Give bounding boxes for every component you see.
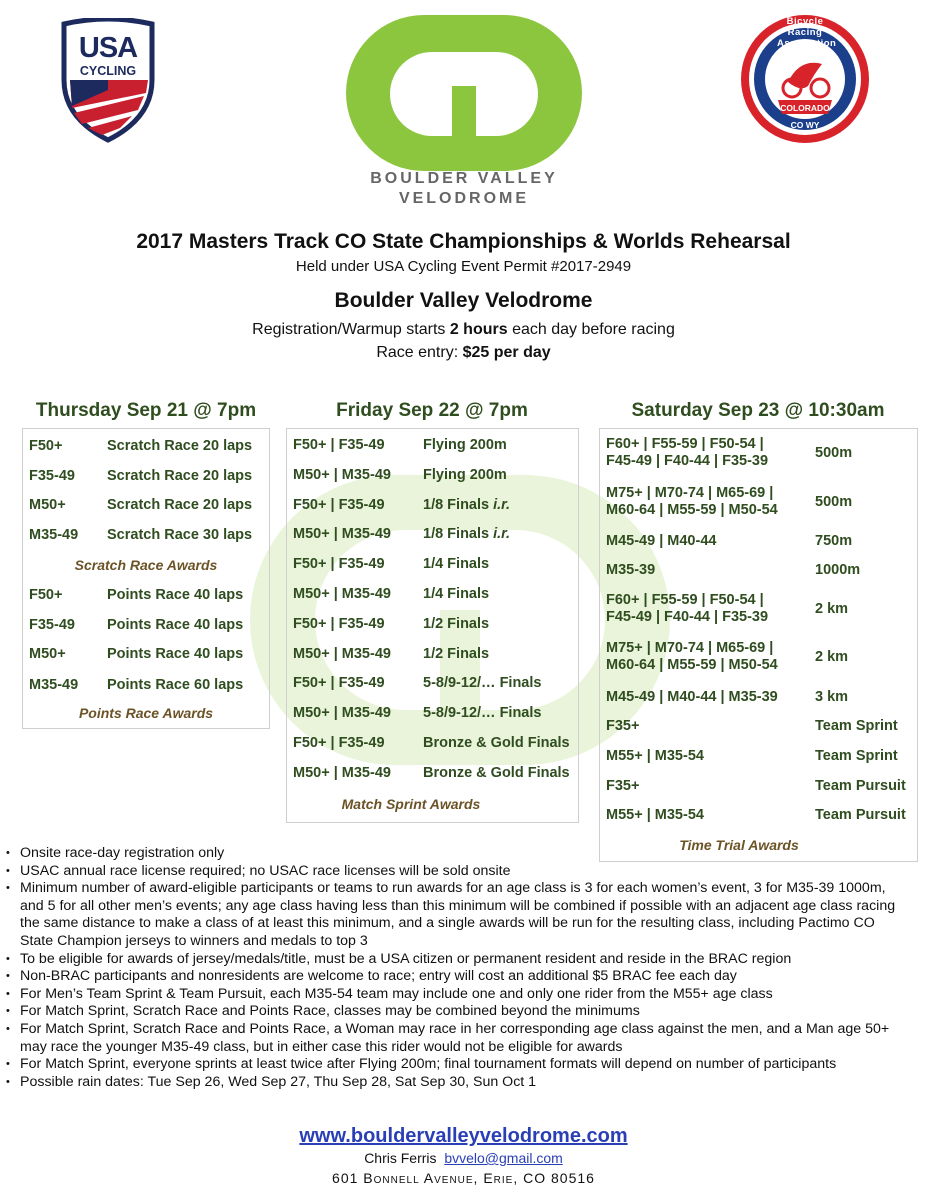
note-item: • For Match Sprint, everyone sprints at least twice after Flying 200m; final tournament formats will depend on number of participants (6, 1056, 911, 1074)
schedule-class: M50+ | M35-49 (293, 705, 391, 722)
brac-colorado-text: COLORADO (780, 103, 830, 113)
schedule-event (423, 616, 489, 633)
brac-cowy-text: CO WY (790, 120, 820, 130)
registration-line (0, 321, 927, 339)
entry-line (0, 344, 927, 362)
velodrome-logo-line1: BOULDER VALLEY (370, 170, 558, 187)
schedule-event (423, 556, 489, 573)
match-sprint-awards: Match Sprint Awards (341, 796, 481, 812)
registration-suffix: each day before racing (507, 321, 675, 338)
schedule-class: M55+ | M35-54 (606, 748, 704, 764)
note-item: • Onsite race-day registration only (6, 845, 911, 863)
schedule-event (423, 437, 507, 454)
schedule-event: Points Race 60 laps (107, 677, 244, 693)
schedule-event: Scratch Race 20 laps (107, 438, 253, 454)
schedule-class: M45-49 | M40-44 (606, 533, 717, 549)
registration-hours: 2 hours (449, 321, 508, 338)
website-link[interactable]: www.bouldervalleyvelodrome.com (299, 1125, 628, 1147)
schedule-class: F35-49 (29, 617, 75, 633)
friday-schedule (286, 428, 579, 823)
thursday-schedule (22, 428, 270, 729)
schedule-class: F50+ | F35-49 (293, 615, 385, 632)
schedule-class: M50+ | M35-49 (293, 466, 391, 483)
scratch-race-awards: Scratch Race Awards (74, 557, 218, 573)
event-name: Flying 200m (423, 466, 507, 483)
schedule-event (423, 467, 507, 484)
schedule-class: F60+ | F55-59 | F50-54 | (606, 592, 764, 608)
note-item: • For Match Sprint, Scratch Race and Points Race, classes may be combined beyond the minimums (6, 1003, 911, 1021)
saturday-schedule (599, 428, 918, 862)
event-name: 1/8 Finals (423, 526, 494, 543)
schedule-class-cont: F45-49 | F40-44 | F35-39 (606, 453, 769, 469)
schedule-event: 2 km (815, 601, 849, 617)
event-name: 1/2 Finals (423, 645, 490, 662)
schedule-event (423, 497, 510, 514)
permit-text: Held under USA Cycling Event Permit #2017-2949 (295, 258, 632, 275)
usa-cycling-logo (58, 18, 158, 143)
entry-prefix: Race entry: (376, 344, 463, 361)
schedule-event: Scratch Race 20 laps (107, 468, 253, 484)
event-name: Bronze & Gold Finals (423, 764, 570, 781)
schedule-class-cont: M60-64 | M55-59 | M50-54 (606, 657, 778, 673)
note-item: • Possible rain dates: Tue Sep 26, Wed Sep 27, Thu Sep 28, Sat Sep 30, Sun Oct 1 (6, 1074, 911, 1092)
schedule-event: Team Pursuit (815, 807, 906, 823)
time-trial-awards: Time Trial Awards (679, 837, 799, 853)
note-item: • For Men’s Team Sprint & Team Pursuit, each M35-54 team may include one and only one rider from the M55+ age class (6, 986, 911, 1004)
contact-name: Chris Ferris (364, 1150, 437, 1166)
note-item: • For Match Sprint, Scratch Race and Points Race, a Woman may race in her corresponding age class against the men, and a Man age 50+ may race the younger M35-49 class, but in either case this rider would not be eligible for awards (6, 1021, 911, 1056)
schedule-event (423, 586, 489, 603)
schedule-event: 500m (815, 494, 853, 510)
schedule-class: F50+ | F35-49 (293, 675, 385, 692)
schedule-class: F35+ (606, 778, 640, 794)
schedule-class: F50+ (29, 438, 63, 454)
website-line (0, 1125, 927, 1148)
address-line: 601 Bonnell Avenue, Erie, CO 80516 (332, 1170, 595, 1186)
schedule-class: M50+ | M35-49 (293, 645, 391, 662)
schedule-event: Team Sprint (815, 748, 898, 764)
thursday-title: Thursday Sep 21 @ 7pm (35, 400, 257, 421)
schedule-class: F50+ (29, 587, 63, 603)
schedule-class-cont: F45-49 | F40-44 | F35-39 (606, 609, 769, 625)
event-qualifier: i.r. (493, 496, 511, 513)
schedule-class: F50+ | F35-49 (293, 437, 385, 453)
schedule-class: M35-49 (29, 677, 79, 693)
schedule-class: F50+ | F35-49 (293, 496, 385, 513)
schedule-event: 500m (815, 445, 853, 461)
event-name: 5-8/9-12/… Finals (423, 675, 542, 692)
usa-text: USA (78, 32, 138, 64)
friday-title: Friday Sep 22 @ 7pm (336, 400, 528, 421)
schedule-class: M35-39 (606, 562, 656, 578)
schedule-event: 2 km (815, 649, 849, 665)
event-name: 1/8 Finals (423, 496, 494, 513)
schedule-class: M50+ (29, 497, 66, 513)
schedule-class: M55+ | M35-54 (606, 807, 704, 823)
schedule-class: M35-49 (29, 527, 79, 543)
schedule-class: M50+ (29, 646, 66, 662)
schedule-class: F35-49 (29, 468, 75, 484)
entry-fee: $25 per day (462, 344, 551, 361)
schedule-event: Team Sprint (815, 718, 898, 734)
venue-title: Boulder Valley Velodrome (334, 289, 593, 312)
contact-line (0, 1150, 927, 1166)
schedule-event: 750m (815, 533, 853, 549)
cycling-text: CYCLING (79, 64, 137, 78)
schedule-class: M75+ | M70-74 | M65-69 | (606, 640, 774, 656)
schedule-event (423, 765, 570, 782)
schedule-event: Scratch Race 20 laps (107, 497, 253, 513)
page-title: 2017 Masters Track CO State Championships & Worlds Rehearsal (136, 230, 791, 253)
email-link[interactable]: bvvelo@gmail.com (444, 1150, 563, 1166)
registration-prefix: Registration/Warmup starts (252, 321, 450, 338)
velodrome-logo (334, 10, 594, 210)
event-name: Bronze & Gold Finals (423, 735, 570, 751)
event-name: 1/2 Finals (423, 615, 490, 632)
schedule-event: 3 km (815, 689, 849, 705)
schedule-event (423, 675, 541, 692)
schedule-class: M50+ | M35-49 (293, 526, 391, 543)
schedule-class: M50+ | M35-49 (293, 586, 391, 602)
schedule-event (423, 735, 570, 752)
note-item: • Non-BRAC participants and nonresidents are welcome to race; entry will cost an additional $5 BRAC fee each day (6, 968, 911, 986)
schedule-class: F50+ | F35-49 (293, 735, 385, 751)
schedule-event: Team Pursuit (815, 778, 906, 794)
schedule-class-cont: M60-64 | M55-59 | M50-54 (606, 502, 778, 518)
note-item: • USAC annual race license required; no USAC race licenses will be sold onsite (6, 863, 911, 881)
schedule-event: Points Race 40 laps (107, 587, 244, 603)
schedule-event (423, 526, 510, 543)
schedule-event (423, 646, 489, 663)
schedule-class: M45-49 | M40-44 | M35-39 (606, 689, 778, 705)
notes-list (6, 845, 911, 1091)
schedule-class: F60+ | F55-59 | F50-54 | (606, 436, 764, 452)
event-name: 1/4 Finals (423, 586, 490, 602)
schedule-class: F35+ (606, 718, 640, 734)
schedule-event: Points Race 40 laps (107, 617, 244, 633)
schedule-event: Scratch Race 30 laps (107, 527, 253, 543)
schedule-event (423, 705, 541, 722)
schedule-event: Points Race 40 laps (107, 646, 244, 662)
velodrome-logo-line2: VELODROME (398, 190, 530, 207)
brac-logo (738, 12, 872, 146)
points-race-awards: Points Race Awards (78, 705, 214, 721)
schedule-class: F50+ | F35-49 (293, 556, 385, 573)
event-qualifier: i.r. (493, 526, 511, 543)
brac-arc-text: Bicycle Racing Association (777, 16, 837, 49)
event-name: 1/4 Finals (423, 556, 490, 573)
schedule-class: M50+ | M35-49 (293, 764, 391, 781)
schedule-class: M75+ | M70-74 | M65-69 | (606, 485, 774, 501)
note-item: • To be eligible for awards of jersey/medals/title, must be a USA citizen or permanent resident and reside in the BRAC region (6, 951, 911, 969)
event-name: 5-8/9-12/… Finals (423, 705, 542, 722)
event-name: Flying 200m (423, 437, 507, 453)
saturday-title: Saturday Sep 23 @ 10:30am (631, 400, 885, 421)
schedule-event: 1000m (815, 562, 861, 578)
note-item: • Minimum number of award-eligible participants or teams to run awards for an age class is 3 for each women’s event, 3 for M35-39 1000m, and 5 for all other men’s events; any age class having less than this minimum will be combined if possible with an adjacent age class racing the same distance to make a class of at least this minimum, and a single awards will be run for the resulting class, including Pactimo CO State Champion jerseys to winners and medals to top 3 (6, 880, 911, 950)
velodrome-track-icon (342, 10, 586, 175)
